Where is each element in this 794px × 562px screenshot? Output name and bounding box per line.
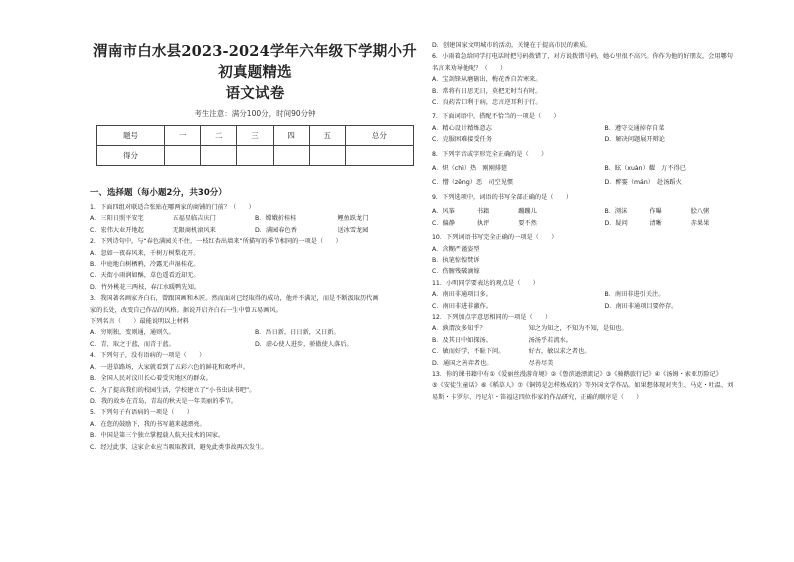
option[interactable]: A．穷则独，变则通，通则久。: [90, 329, 175, 337]
question-stem: ⑤《安徒生童话》⑥《稻草人》⑦《铜铸是怎样炼成的》等外国文学作品。如果想体现对夹生、马克・吐温、刘: [432, 382, 734, 390]
score-cell: 五: [309, 126, 345, 146]
question-stem: 7．下面词语中，搭配不恰当的一项是（ ）: [432, 113, 560, 121]
question-stem: 名言来劝导他呢？（ ）: [432, 64, 507, 72]
option: 五福星临吉庆门: [172, 215, 216, 223]
score-input-cell[interactable]: [201, 146, 237, 166]
title-line-1: 渭南市白水县2023-2024学年六年级下学期小升初真题精选: [93, 43, 417, 81]
option[interactable]: C．南田非进非激作。: [432, 302, 493, 310]
section-heading: 一、选择题（每小题2分，共30分）: [90, 188, 227, 198]
option[interactable]: B．眩（xuàn）耀 万不得已: [604, 165, 686, 173]
option[interactable]: D．醉霎（mán） 赴汤蹈火: [604, 179, 682, 187]
option[interactable]: C．偏静: [432, 219, 455, 227]
option[interactable]: D．南田非通项目要停存。: [604, 302, 678, 310]
option[interactable]: B．吾日新，日日新，又日新。: [255, 329, 340, 337]
option[interactable]: D．满园春色香: [255, 226, 297, 234]
option-row: [432, 301, 777, 312]
option-row: [432, 206, 777, 217]
option-row: [432, 134, 777, 145]
option-row: [90, 213, 420, 224]
option[interactable]: B．中国是第三个独立掌握载人航天技术的国家。: [90, 432, 225, 440]
question-stem: 5．下列句子有语病的一项是（ ）: [90, 409, 193, 417]
option[interactable]: C．敏而好学，不耻下问。: [432, 348, 505, 356]
option[interactable]: A．风筝: [432, 208, 455, 216]
score-cell: 得分: [97, 146, 165, 166]
option[interactable]: A．精心设计精炼意志: [432, 124, 492, 132]
option[interactable]: C．宏伟大业开地起: [90, 226, 144, 234]
score-table-score-row: [97, 146, 414, 166]
option[interactable]: D．我的故乡在青岛，青岛的秋天是一年美丽的季节。: [90, 397, 238, 405]
score-cell: 三: [237, 126, 273, 146]
option[interactable]: A．宝剑锋从磨砺出，梅花香自苦寒来。: [432, 76, 542, 84]
option[interactable]: D．解决问题展开辩论: [604, 136, 665, 144]
option[interactable]: A．一进草路场，大家就看到了五彩六色的鲜花和欢呼声。: [90, 363, 249, 371]
score-input-cell[interactable]: [345, 146, 413, 166]
option[interactable]: C．经过此事，这家企业应当吸取教训，避免此类事故再次发生。: [90, 443, 268, 451]
option-row: [90, 339, 420, 350]
score-cell: 四: [273, 126, 309, 146]
option[interactable]: D．竹外桃花三两枝，春江水暖鸭先知。: [90, 283, 200, 291]
option[interactable]: B．及其日中如探汤。: [432, 336, 492, 344]
option-pair: 汤汤乎若流水。: [528, 336, 572, 344]
score-cell: 总分: [345, 126, 413, 146]
option[interactable]: B．南田非进引关注。: [604, 291, 665, 299]
option-row: [432, 218, 777, 229]
question-stem: 4．下列句子，没有语病的一项是（ ）: [90, 352, 206, 360]
option[interactable]: A．南田非通项目多。: [432, 291, 492, 299]
option-word: 脍八粥: [690, 208, 710, 216]
option[interactable]: B．常将有日思无日，莫把无时当有时。: [432, 87, 542, 95]
question-stem: 2．下列诗句中，与“春色满园关不住，一枝红杏出墙来”所描写的季节相同的一项是（ ）: [90, 238, 342, 246]
score-table-header-row: [97, 126, 414, 146]
option-row: [432, 346, 777, 357]
question-stem: 下列名言（ ）最能说明以上材料: [90, 318, 189, 326]
option[interactable]: C．克服困难接受任务: [432, 136, 493, 144]
option-row: [432, 163, 777, 174]
option[interactable]: C．憎（zēng）恶 司空见惯: [432, 179, 514, 187]
question-stem: 3．我国著名画家齐白石，曾跟国画和木匠。然而面对已经取得的成功，他并不满足，而是不断汲取历代画: [90, 295, 379, 303]
option[interactable]: D．疑问: [604, 219, 628, 227]
option[interactable]: C．青，取之于蓝，而青于蓝。: [90, 340, 175, 348]
option: 无限商机滚风来: [172, 226, 216, 234]
option[interactable]: D．创建国家文明城市的活动，关键在于提高市民的素质。: [432, 42, 592, 49]
question-stem: 10．下列词语书写完全正确的一项是（ ）: [432, 234, 558, 242]
exam-title: [90, 41, 420, 104]
score-cell: 一: [165, 126, 201, 146]
exam-notice: 考生注意：满分100分，时间90分钟: [194, 109, 316, 118]
option-word: 执评: [476, 219, 490, 227]
option-word: 蹦蹦儿: [518, 208, 537, 216]
score-input-cell[interactable]: [237, 146, 273, 166]
option[interactable]: C．天街小雨润如酥，草色遥看近却无。: [90, 272, 200, 280]
option-row: [90, 327, 420, 338]
option-row: [90, 225, 420, 236]
option-row: [432, 289, 777, 300]
option[interactable]: B．中庭地白树栖鸦，冷露无声湿桂花。: [90, 261, 200, 269]
score-cell: 题号: [97, 126, 165, 146]
option-row: [432, 323, 777, 334]
option[interactable]: A．在您的鼓励下，我的书写越来越漂亮。: [90, 420, 206, 428]
option-word: 清晰: [649, 219, 662, 227]
score-cell: 二: [201, 126, 237, 146]
option[interactable]: B．嫦娥折桂桂: [255, 215, 297, 223]
score-input-cell[interactable]: [309, 146, 345, 166]
question-stem: 11．小明同学要表达的观点是（ ）: [432, 279, 539, 287]
option[interactable]: A．孰谓汝多知乎？: [432, 325, 486, 333]
question-stem: 6．小雨着急给同学打电话时把号码拨错了，对方说拨错号码，她心里很不高兴。你作为他的好朋友，会用哪句: [432, 53, 733, 61]
title-line-2: 语文试卷: [225, 85, 285, 102]
option[interactable]: A．三阳日照平安宅: [90, 215, 144, 223]
option[interactable]: C．为了提高我们的校园生活，学校建立了“小书虫读书吧”。: [90, 386, 256, 394]
question-stem: 9．下列选项中，词语的书写全部正确的是（ ）: [432, 193, 573, 201]
option[interactable]: B．遵守交通掉存自菜: [604, 124, 665, 132]
question-stem: 1．下面四组对联适合张贴在哪两家的商铺的门前？（ ）: [90, 204, 255, 211]
option-word: 书籍: [476, 208, 490, 216]
score-input-cell[interactable]: [273, 146, 309, 166]
option[interactable]: D．通国之善弈者也。: [432, 359, 493, 367]
question-stem: 8．下列字音或字形完全正确的是（ ）: [432, 150, 548, 158]
option[interactable]: D．虚心使人进步，骄傲使人落后。: [255, 340, 353, 348]
left-column: [90, 0, 420, 453]
option-pair: 尽善尽美: [528, 359, 554, 367]
score-table: [96, 125, 414, 166]
option-row: [432, 123, 777, 134]
option-word: 要不然: [518, 219, 537, 227]
option[interactable]: C．良药苦口利于病，忠言逆耳利于行。: [432, 99, 542, 107]
option-row: [432, 335, 777, 346]
question-stem: 家的长处，改变自己作品的风格。据说开启齐白石一生中曾五易画风。: [90, 306, 282, 314]
question-stem: 13．你的课书籍中有①《爱丽丝漫游奇境》②《鲁滨逊漂流记》③《骑鹅旅行记》④《汤姆・索亚历险记》: [432, 370, 722, 378]
question-stem: 易斯・卡罗尔、丹尼尔・笛福这四位作家的作品研究，正确的顺序是（ ）: [432, 393, 643, 401]
option[interactable]: B．全国人民对汶川长心着受灾地区的群众。: [90, 375, 212, 383]
option-row: [432, 358, 777, 369]
right-column: [432, 0, 777, 403]
option: 鲤鱼跃龙门: [337, 215, 369, 223]
option-pair: 好古，敏以求之者也。: [528, 348, 591, 356]
option[interactable]: A．忽如一夜春风来，千树万树梨花开。: [90, 249, 200, 257]
option-row: [432, 177, 777, 188]
option[interactable]: A．含糊严谨姿型: [432, 245, 480, 253]
score-input-cell[interactable]: [165, 146, 201, 166]
option[interactable]: B．执笔惊惶焚诉: [432, 256, 480, 264]
option[interactable]: B．浏沫: [604, 208, 628, 216]
option-word: 作曝: [649, 208, 662, 216]
question-stem: 12．下列加点字意思相同的一项是（ ）: [432, 313, 552, 321]
option[interactable]: A．炽（chì）热 刚刚排筵: [432, 165, 508, 173]
option[interactable]: C．伤腑残破滴嫁: [432, 268, 480, 276]
option-word: 赤果果: [690, 219, 710, 227]
option: 送冰雪龙园: [337, 226, 369, 234]
option-pair: 知之为知之，不知为不知，是知也。: [528, 325, 628, 333]
